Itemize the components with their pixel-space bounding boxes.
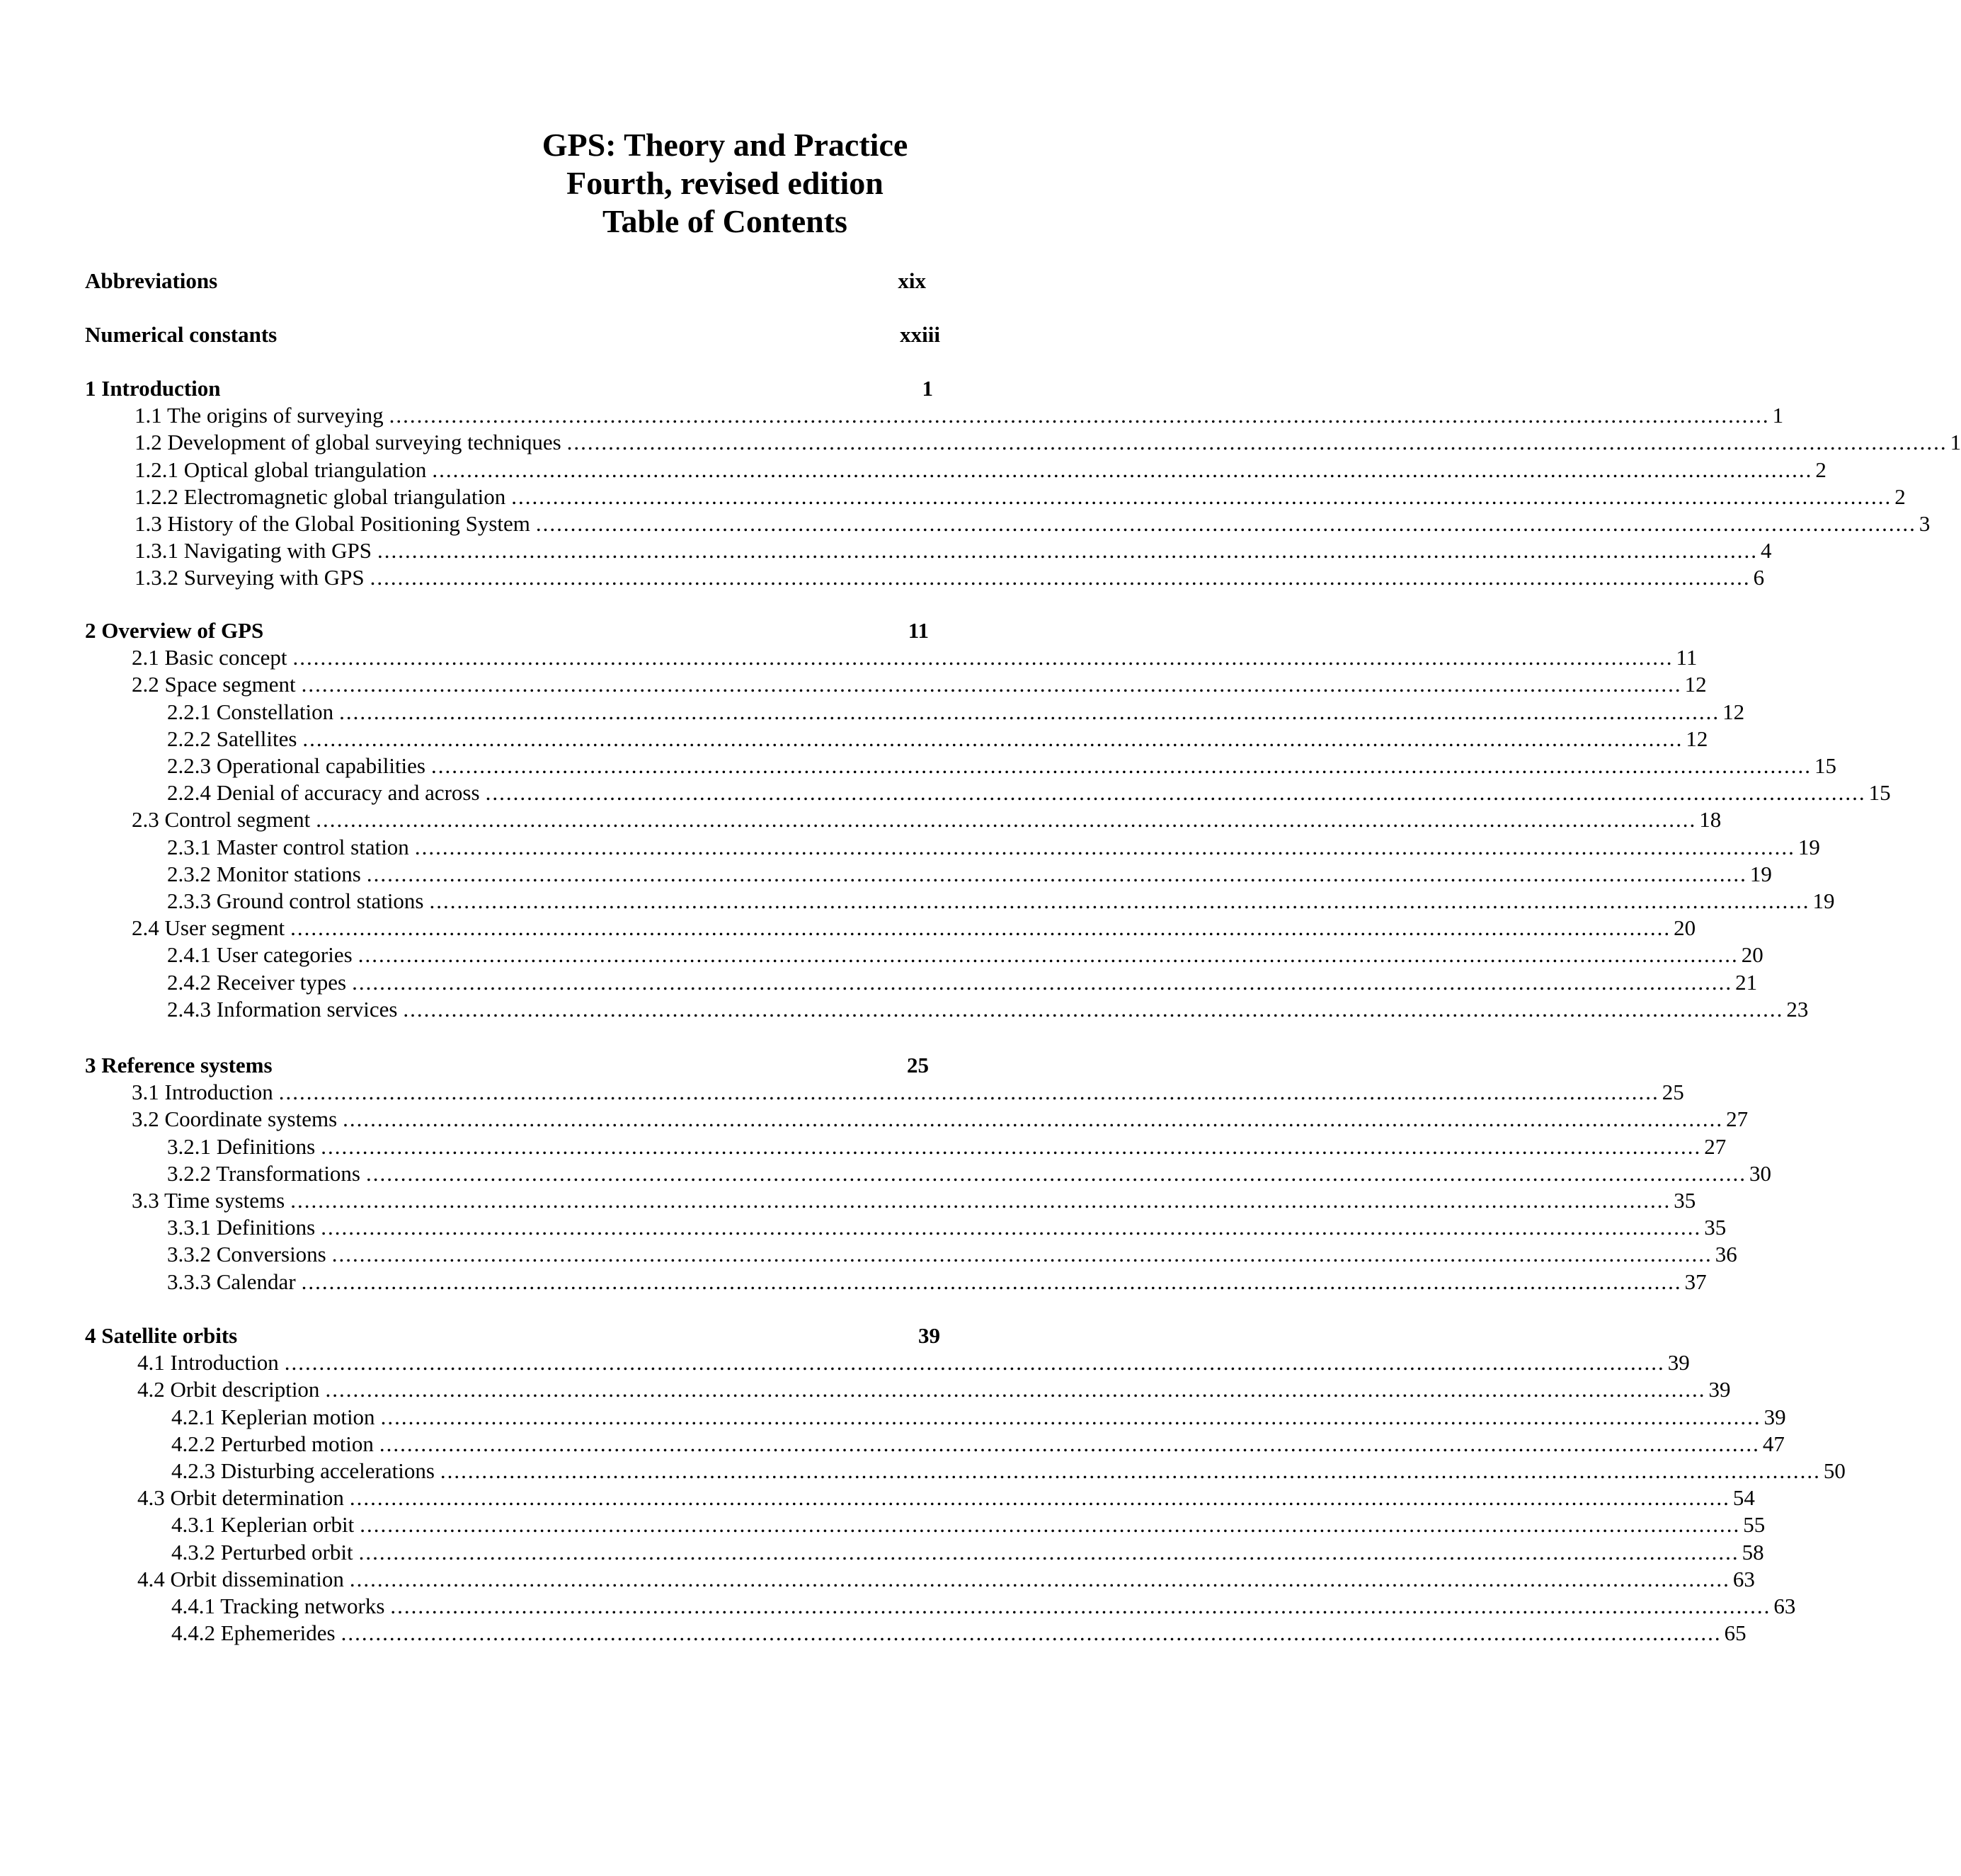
toc-entry	[135, 429, 1961, 456]
toc-entry	[171, 1539, 1764, 1566]
entry-page-number: 1	[1772, 403, 1784, 428]
dot-leader: ........................................................................................................................................................................................................	[535, 511, 1916, 536]
dot-leader: ........................................................................................................................................................................................................	[352, 969, 1733, 995]
entry-title: 3.3.2 Conversions	[167, 1242, 326, 1267]
entry-title: 3.2 Coordinate systems	[132, 1106, 338, 1132]
entry-title: 1.3.1 Navigating with GPS	[135, 538, 372, 564]
entry-page-number: 11	[1676, 645, 1698, 670]
entry-page-number: 54	[1732, 1485, 1755, 1511]
toc-entry	[132, 1187, 1696, 1214]
heading-title: 4 Satellite orbits	[85, 1323, 238, 1348]
entry-page-number: 21	[1735, 969, 1758, 995]
heading-page-number: 25	[907, 1053, 929, 1077]
dot-leader: ........................................................................................................................................................................................................	[301, 672, 1682, 697]
dot-leader: ........................................................................................................................................................................................................	[485, 780, 1866, 806]
entry-title: 1.2 Development of global surveying techniques	[135, 430, 561, 455]
dot-leader: ........................................................................................................................................................................................................	[403, 996, 1784, 1022]
toc-entry	[171, 1620, 1746, 1647]
toc-entry	[132, 1106, 1749, 1133]
toc-entry	[167, 1241, 1737, 1268]
entry-title: 4.2.3 Disturbing accelerations	[171, 1458, 435, 1483]
edition-title: Fourth, revised edition	[566, 165, 884, 201]
dot-leader: ........................................................................................................................................................................................................	[325, 1377, 1706, 1402]
entry-page-number: 15	[1868, 780, 1891, 806]
toc-entry	[171, 1404, 1786, 1431]
entry-page-number: 20	[1674, 915, 1696, 941]
toc-entry	[167, 1269, 1707, 1296]
dot-leader: ........................................................................................................................................................................................................	[377, 538, 1758, 564]
dot-leader: ........................................................................................................................................................................................................	[432, 457, 1813, 482]
dot-leader: ........................................................................................................................................................................................................	[379, 1431, 1760, 1456]
toc-entry	[167, 942, 1763, 968]
entry-title: 3.3 Time systems	[132, 1188, 285, 1213]
entry-page-number: 35	[1704, 1215, 1727, 1240]
entry-page-number: 4	[1760, 538, 1772, 564]
dot-leader: ........................................................................................................................................................................................................	[366, 1160, 1746, 1186]
heading-page-number: xix	[898, 268, 926, 293]
entry-page-number: 39	[1708, 1377, 1731, 1402]
dot-leader: ........................................................................................................................................................................................................	[358, 942, 1739, 968]
entry-title: 4.2.1 Keplerian motion	[171, 1404, 375, 1429]
entry-page-number: 2	[1815, 457, 1826, 482]
dot-leader: ........................................................................................................................................................................................................	[360, 1512, 1741, 1538]
heading-title: 2 Overview of GPS	[85, 618, 264, 643]
toc-entry	[135, 510, 1931, 537]
entry-page-number: 12	[1686, 726, 1708, 751]
toc-entry	[132, 915, 1696, 942]
heading-page-number: 1	[922, 376, 933, 401]
dot-leader: ........................................................................................................................................................................................................	[349, 1566, 1730, 1591]
entry-title: 2.2.4 Denial of accuracy and across	[167, 780, 480, 806]
entry-title: 1.3 History of the Global Positioning System	[135, 511, 530, 536]
dot-leader: ........................................................................................................................................................................................................	[429, 888, 1810, 913]
dot-leader: ........................................................................................................................................................................................................	[358, 1539, 1739, 1565]
entry-page-number: 23	[1786, 996, 1809, 1022]
dot-leader: ........................................................................................................................................................................................................	[390, 1594, 1771, 1618]
toc-entry	[132, 806, 1722, 833]
dot-leader: ........................................................................................................................................................................................................	[431, 753, 1812, 778]
entry-page-number: 18	[1699, 807, 1722, 833]
entry-page-number: 27	[1704, 1133, 1727, 1159]
dot-leader: ........................................................................................................................................................................................................	[321, 1133, 1702, 1159]
entry-page-number: 1	[1950, 430, 1961, 455]
entry-page-number: 19	[1797, 834, 1820, 859]
heading-page-number: xxiii	[900, 322, 940, 347]
entry-page-number: 15	[1814, 753, 1836, 778]
toc-entry	[167, 699, 1745, 726]
toc-entry	[135, 457, 1826, 484]
dot-leader: ........................................................................................................................................................................................................	[380, 1404, 1761, 1429]
toc-entry	[167, 888, 1835, 915]
dot-leader: ........................................................................................................................................................................................................	[566, 430, 1948, 455]
entry-title: 2.3.1 Master control station	[167, 834, 409, 859]
toc-entry	[171, 1593, 1796, 1620]
entry-page-number: 30	[1749, 1160, 1771, 1186]
dot-leader: ........................................................................................................................................................................................................	[341, 1620, 1722, 1646]
dot-leader: ........................................................................................................................................................................................................	[366, 861, 1747, 886]
entry-title: 2.2.2 Satellites	[167, 726, 297, 751]
entry-title: 2.4.2 Receiver types	[167, 969, 347, 995]
toc-entry	[135, 402, 1784, 429]
toc-entry	[135, 564, 1765, 591]
chapter-heading	[85, 1322, 940, 1349]
dot-leader: ........................................................................................................................................................................................................	[511, 484, 1892, 509]
entry-title: 3.1 Introduction	[132, 1080, 273, 1105]
chapter-heading	[85, 375, 933, 402]
heading-title: Numerical constants	[85, 322, 278, 347]
entry-title: 4.4.1 Tracking networks	[171, 1594, 385, 1618]
toc-entry	[137, 1566, 1755, 1593]
entry-page-number: 20	[1741, 942, 1763, 968]
entry-page-number: 19	[1812, 888, 1835, 913]
entry-title: 2.2 Space segment	[132, 672, 296, 697]
entry-page-number: 12	[1684, 672, 1707, 697]
dot-leader: ........................................................................................................................................................................................................	[343, 1106, 1724, 1132]
entry-page-number: 35	[1674, 1188, 1696, 1213]
dot-leader: ........................................................................................................................................................................................................	[290, 1188, 1671, 1213]
toc-entry	[167, 1214, 1727, 1241]
entry-page-number: 47	[1762, 1431, 1785, 1456]
heading-title: Abbreviations	[85, 268, 218, 293]
toc-entry	[167, 779, 1891, 806]
toc-entry	[171, 1511, 1766, 1538]
entry-title: 4.1 Introduction	[137, 1350, 279, 1375]
toc-entry	[167, 1160, 1771, 1187]
toc-entry	[167, 1133, 1727, 1160]
entry-title: 2.4 User segment	[132, 915, 285, 941]
entry-page-number: 37	[1684, 1269, 1707, 1294]
entry-page-number: 12	[1722, 699, 1745, 724]
entry-title: 2.3.2 Monitor stations	[167, 861, 361, 886]
dot-leader: ........................................................................................................................................................................................................	[389, 403, 1770, 428]
toc-entry	[135, 484, 1906, 510]
entry-title: 2.4.3 Information services	[167, 996, 398, 1022]
toc-entry	[137, 1376, 1731, 1403]
entry-page-number: 39	[1667, 1350, 1690, 1375]
dot-leader: ........................................................................................................................................................................................................	[278, 1080, 1659, 1105]
dot-leader: ........................................................................................................................................................................................................	[301, 1269, 1682, 1294]
entry-page-number: 39	[1763, 1404, 1786, 1429]
entry-title: 1.3.2 Surveying with GPS	[135, 565, 365, 590]
toc-entry	[167, 726, 1708, 753]
entry-page-number: 50	[1823, 1458, 1846, 1483]
toc-entry	[132, 671, 1707, 698]
toc-entry	[132, 1079, 1684, 1106]
toc-entry	[167, 969, 1758, 996]
toc-entry	[135, 537, 1772, 564]
entry-title: 2.2.3 Operational capabilities	[167, 753, 425, 778]
toc-heading: Table of Contents	[602, 203, 847, 239]
entry-title: 2.1 Basic concept	[132, 645, 287, 670]
entry-title: 4.3 Orbit determination	[137, 1485, 344, 1511]
front-matter-entry	[85, 268, 926, 294]
dot-leader: ........................................................................................................................................................................................................	[316, 807, 1697, 833]
toc-entry	[167, 834, 1820, 861]
entry-page-number: 2	[1894, 484, 1906, 509]
dot-leader: ........................................................................................................................................................................................................	[349, 1485, 1730, 1511]
entry-title: 4.4.2 Ephemerides	[171, 1620, 336, 1646]
entry-title: 2.3.3 Ground control stations	[167, 888, 424, 913]
dot-leader: ........................................................................................................................................................................................................	[331, 1242, 1713, 1267]
entry-page-number: 3	[1919, 511, 1931, 536]
entry-title: 4.3.2 Perturbed orbit	[171, 1539, 353, 1565]
dot-leader: ........................................................................................................................................................................................................	[284, 1350, 1665, 1375]
toc-entry	[167, 753, 1836, 779]
book-title: GPS: Theory and Practice	[542, 127, 908, 163]
chapter-heading	[85, 617, 929, 644]
toc-entry	[167, 996, 1809, 1023]
entry-title: 1.2.1 Optical global triangulation	[135, 457, 427, 482]
toc-entry	[171, 1431, 1785, 1458]
entry-title: 1.1 The origins of surveying	[135, 403, 384, 428]
entry-title: 2.2.1 Constellation	[167, 699, 334, 724]
toc-entry	[137, 1485, 1755, 1511]
front-matter-entry	[85, 321, 940, 348]
dot-leader: ........................................................................................................................................................................................................	[292, 645, 1674, 670]
entry-title: 4.2 Orbit description	[137, 1377, 320, 1402]
entry-page-number: 58	[1742, 1539, 1764, 1565]
heading-title: 1 Introduction	[85, 376, 221, 401]
entry-title: 3.3.3 Calendar	[167, 1269, 296, 1294]
toc-entry	[167, 861, 1772, 888]
toc-entry	[137, 1349, 1690, 1376]
dot-leader: ........................................................................................................................................................................................................	[339, 699, 1720, 724]
entry-page-number: 6	[1753, 565, 1765, 590]
entry-title: 2.3 Control segment	[132, 807, 311, 833]
entry-page-number: 63	[1773, 1594, 1796, 1618]
heading-page-number: 39	[918, 1323, 940, 1348]
heading-page-number: 11	[908, 618, 929, 643]
entry-title: 2.4.1 User categories	[167, 942, 353, 968]
chapter-heading	[85, 1052, 929, 1079]
dot-leader: ........................................................................................................................................................................................................	[290, 915, 1671, 941]
entry-title: 1.2.2 Electromagnetic global triangulation	[135, 484, 506, 509]
heading-title: 3 Reference systems	[85, 1053, 273, 1077]
dot-leader: ........................................................................................................................................................................................................	[302, 726, 1683, 751]
dot-leader: ........................................................................................................................................................................................................	[414, 834, 1795, 859]
entry-page-number: 65	[1724, 1620, 1746, 1646]
entry-title: 4.4 Orbit dissemination	[137, 1566, 344, 1591]
entry-page-number: 55	[1743, 1512, 1766, 1538]
entry-page-number: 63	[1732, 1566, 1755, 1591]
entry-title: 4.3.1 Keplerian orbit	[171, 1512, 355, 1538]
entry-title: 3.2.2 Transformations	[167, 1160, 360, 1186]
entry-title: 4.2.2 Perturbed motion	[171, 1431, 374, 1456]
entry-title: 3.3.1 Definitions	[167, 1215, 316, 1240]
dot-leader: ........................................................................................................................................................................................................	[370, 565, 1751, 590]
entry-page-number: 36	[1715, 1242, 1737, 1267]
entry-page-number: 25	[1662, 1080, 1684, 1105]
dot-leader: ........................................................................................................................................................................................................	[321, 1215, 1702, 1240]
entry-title: 3.2.1 Definitions	[167, 1133, 316, 1159]
document-header	[0, 126, 1450, 241]
entry-page-number: 19	[1749, 861, 1772, 886]
toc-entry	[132, 644, 1698, 671]
dot-leader: ........................................................................................................................................................................................................	[440, 1458, 1821, 1483]
entry-page-number: 27	[1726, 1106, 1749, 1132]
toc-entry	[171, 1458, 1846, 1485]
